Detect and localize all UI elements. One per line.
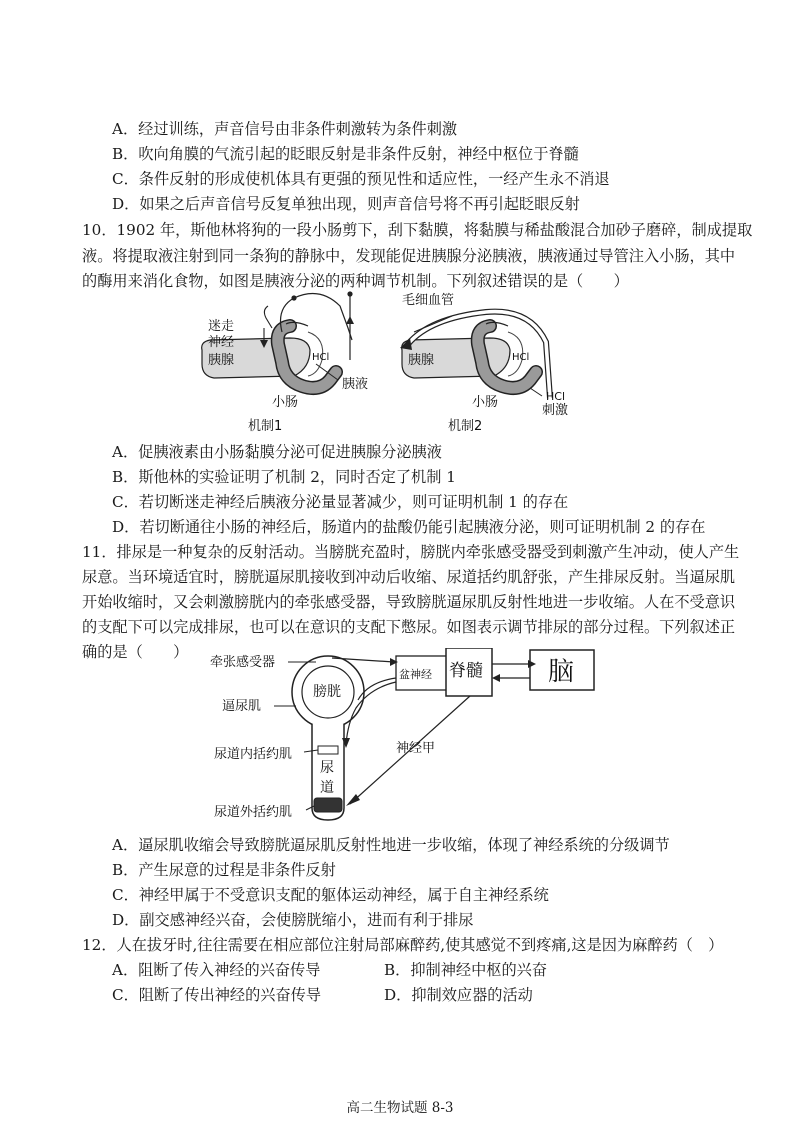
mechanism-1-diagram	[202, 291, 368, 434]
q12-option-a: A．阻断了传入神经的兴奋传导	[112, 961, 321, 979]
urethra-label-2: 道	[320, 780, 334, 796]
urethra-label-1: 尿	[320, 760, 334, 776]
q11-option-c: C．神经甲属于不受意识支配的躯体运动神经，属于自主神经系统	[112, 886, 549, 904]
stretch-receptor-label: 牵张感受器	[210, 655, 276, 670]
vagus-label-1: 迷走	[208, 319, 235, 334]
q12-option-d: D．抑制效应器的活动	[384, 986, 533, 1004]
q11-stem-line-4: 的支配下可以完成排尿，也可以在意识的支配下憋尿。如图表示调节排尿的部分过程。下列叙述正	[82, 618, 736, 636]
mechanism-2-diagram	[400, 293, 568, 434]
external-sphincter-label: 尿道外括约肌	[214, 805, 293, 820]
hcl-label-2: HCl	[512, 352, 530, 363]
stimulus-label: 刺激	[542, 403, 569, 418]
pelvic-nerve-label: 盆神经	[399, 668, 432, 681]
capillary-label: 毛细血管	[402, 293, 455, 308]
q11-stem-line-5: 确的是（ ）	[82, 643, 189, 661]
vagus-label-2: 神经	[208, 335, 235, 350]
q9-option-d: D．如果之后声音信号反复单独出现，则声音信号将不再引起眨眼反射	[112, 195, 580, 213]
mechanism-1-label: 机制1	[248, 419, 283, 434]
q10-option-d: D．若切断通往小肠的神经后，肠道内的盐酸仍能引起胰液分泌，则可证明机制 2 的存在	[112, 518, 706, 536]
brain-label: 脑	[548, 657, 575, 687]
q12-stem: 12．人在拔牙时,往往需要在相应部位注射局部麻醉药,使其感觉不到疼痛,这是因为麻醉药（ ）	[82, 936, 724, 954]
bladder-label: 膀胱	[313, 684, 341, 700]
spinal-cord-label: 脊髓	[449, 661, 483, 681]
nerve-jia-label: 神经甲	[396, 741, 436, 756]
q12-option-b: B．抑制神经中枢的兴奋	[384, 961, 548, 979]
q10-stem-line-1: 10．1902 年，斯他林将狗的一段小肠剪下，刮下黏膜，将黏膜与稀盐酸混合加砂子磨碎，制成提取	[82, 221, 753, 239]
hcl-label: HCl	[312, 352, 330, 363]
q12-option-c: C．阻断了传出神经的兴奋传导	[112, 986, 322, 1004]
q9-option-b: B．吹向角膜的气流引起的眨眼反射是非条件反射，神经中枢位于脊髓	[112, 145, 579, 163]
q9-option-a: A．经过训练，声音信号由非条件刺激转为条件刺激	[112, 120, 458, 138]
pancreas-mechanism-figure	[190, 288, 570, 436]
q11-stem-line-1: 11．排尿是一种复杂的反射活动。当膀胱充盈时，膀胱内牵张感受器受到刺激产生冲动，使人产生	[82, 543, 740, 561]
q11-option-a: A．逼尿肌收缩会导致膀胱逼尿肌反射性地进一步收缩，体现了神经系统的分级调节	[112, 836, 670, 854]
q9-option-c: C．条件反射的形成使机体具有更强的预见性和适应性，一经产生永不消退	[112, 170, 610, 188]
pancreas-label: 胰腺	[208, 353, 235, 368]
internal-sphincter-label: 尿道内括约肌	[214, 747, 293, 762]
q11-option-b: B．产生尿意的过程是非条件反射	[112, 861, 336, 879]
q10-option-a: A．促胰液素由小肠黏膜分泌可促进胰腺分泌胰液	[112, 443, 442, 461]
small-intestine-label: 小肠	[272, 395, 299, 410]
page-footer: 高二生物试题 8-3	[346, 1100, 454, 1116]
detrusor-label: 逼尿肌	[222, 699, 262, 714]
q10-option-c: C．若切断迷走神经后胰液分泌量显著减少，则可证明机制 1 的存在	[112, 493, 569, 511]
pancreas-label-2: 胰腺	[408, 353, 435, 368]
q10-stem-line-2: 液。将提取液注射到同一条狗的静脉中，发现能促进胰腺分泌胰液，胰液通过导管注入小肠，其中	[82, 247, 736, 265]
q11-stem-line-2: 尿意。当环境适宜时，膀胱逼尿肌接收到冲动后收缩、尿道括约肌舒张，产生排尿反射。当逼尿肌	[82, 568, 736, 586]
pancreatic-juice-label: 胰液	[342, 377, 369, 392]
q11-option-d: D．副交感神经兴奋，会使膀胱缩小，进而有利于排尿	[112, 911, 474, 929]
hcl-stimulus-label: HCl	[546, 390, 566, 403]
q10-option-b: B．斯他林的实验证明了机制 2，同时否定了机制 1	[112, 468, 456, 486]
urination-reflex-figure	[200, 648, 610, 828]
small-intestine-label-2: 小肠	[472, 395, 499, 410]
mechanism-2-label: 机制2	[448, 419, 483, 434]
q11-stem-line-3: 开始收缩时，又会刺激膀胱内的牵张感受器，导致膀胱逼尿肌反射性地进一步收缩。人在不受意识	[82, 593, 736, 611]
q10-stem-line-3: 的酶用来消化食物，如图是胰液分泌的两种调节机制。下列叙述错误的是（ ）	[82, 272, 629, 290]
